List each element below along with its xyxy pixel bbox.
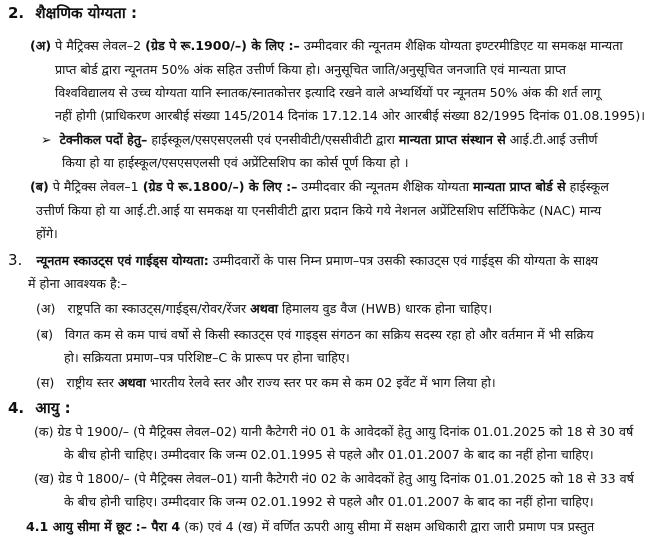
item-text: भारतीय रेलवे स्तर और राज्य स्तर पर कम से कम 02 इवेंट में भाग लिया हो। [145,375,496,390]
item-bold-text: 4.1 आयु सीमा में छूट :– पैरा 4 [26,519,181,534]
section-4-1 [26,518,594,535]
item-marker: (अ) [30,38,52,53]
item-bold-text: (ग्रेड पे रू.1900/–) के लिए :– [145,38,300,53]
item-text: उम्मीदवार की न्यूनतम शैक्षिक योग्यता इण्टरमीडिएट या समकक्ष मान्यता [299,38,623,53]
section-4kh-line-1: (ख) ग्रेड पे 1800/– (पे मैट्रिक्स लेवल–01) यानी कैटेगरी नं0 02 के आवेदकों हेतु आयु दिनांक 01.01.2025 को 18 से 33 वर्ष [34,471,634,486]
item-text: राष्ट्रीय स्तर [66,375,118,390]
section-3a [36,300,492,317]
section-2a-line-1 [30,37,623,54]
item-bold-text: अथवा [250,301,279,316]
item-text: हाईस्कूल/एसएसएलसी एवं एनसीवीटी/एससीवीटी द्वारा [147,132,399,147]
item-marker: (ब) [30,179,49,194]
item-text: पे मैट्रिक्स लेवल–1 [48,179,143,194]
item-bold-text: टेक्नीकल पदों हेतु– [59,132,148,147]
technical-posts-line-1 [41,131,598,148]
section-3-line-1 [8,252,598,269]
section-4k-line-2: के बीच होनी चाहिए। उम्मीदवार कि जन्म 02.01.1995 से पहले और 01.01.2007 के बाद का नहीं होना चाहिए। [64,447,594,462]
section-4kh-line-2: के बीच होनी चाहिए। उम्मीदवार कि जन्म 02.01.1992 से पहले और 01.01.2007 के बाद का नहीं होना चाहिए। [64,494,594,509]
section-number: 3. [8,251,23,269]
item-bold-text: (ग्रेड पे रू.1800/–) के लिए :– [142,179,298,194]
item-bold-text: मान्यता प्राप्त बोर्ड से [473,179,566,194]
item-bold-text: अथवा [117,375,146,390]
item-text: हाईस्कूल [565,179,609,194]
item-text: (क) एवं 4 (ख) में वर्णित ऊपरी आयु सीमा में सक्षम अधिकारी द्वारा जारी प्रमाण पत्र प्रस्तुत [180,519,595,534]
section-4k-line-1: (क) ग्रेड पे 1900/– (पे मैट्रिक्स लेवल–02) यानी कैटेगरी नं0 01 के आवेदकों हेतु आयु दिनांक 01.01.2025 को 18 से 30 वर्ष [34,424,634,439]
arrow-bullet-icon: ➢ [41,132,52,147]
section-title: आयु : [35,399,71,417]
section-number: 2. [8,4,25,22]
section-2b-line-3: होंगे। [36,226,58,241]
item-text: विगत कम से कम पाचं वर्षो से किसी स्काउट्स एवं गाइड्स संगठन का सक्रिय सदस्य रहा हो और वर्तमान में भी सक्रिय [65,327,594,342]
item-text: हिमालय वुड वैज (HWB) धारक होना चाहिए। [278,301,493,316]
technical-posts-line-2: किया हो या हाईस्कूल/एसएसएलसी एवं अप्रेंटिसशिप का कोर्स पूर्ण किया हो । [62,155,409,170]
item-bold-text: मान्यता प्राप्त संस्थान से [398,132,506,147]
section-2b-line-1 [30,178,609,195]
item-marker: (स) [36,375,55,390]
section-3b-line-1 [36,326,594,343]
item-text: आई.टी.आई उत्तीर्ण [505,132,598,147]
section-number: 4. [8,399,25,417]
section-3-line-2: में होना आवश्यक है:– [28,276,128,291]
section-2a-line-4: नहीं होगी (प्राधिकरण आरबीई संख्या 145/2014 दिनांक 17.12.14 ओर आरबीई संख्या 82/1995 दिनांक 01.08.1995)। [55,108,646,123]
section-3b-line-2: हो। सक्रियता प्रमाण–पत्र परिशिष्ट–C के प्रारूप पर होना चाहिए। [64,350,350,365]
item-text: पे मैट्रिक्स लेवल–2 [51,38,146,53]
section-title: न्यूनतम स्काउट्स एवं गाईड्स योग्यता: [36,253,209,268]
item-text: उम्मीदवारों के पास निम्न प्रमाण–पत्र उसकी स्काउट्स एवं गाईड्स की योग्यता के साक्ष्य [208,253,599,268]
item-text: उम्मीदवार की न्यूनतम शैक्षिक योग्यता [297,179,474,194]
item-text: राष्ट्रपति का स्काउट्स/गाईड्स/रोवर/रेंजर [67,301,251,316]
section-2a-line-3: विश्वविद्यालय से उच्च योग्यता यानि स्नातक/स्नातकोत्तर इत्यादि रखने वाले अभ्यर्थियों पर न्यूनतम 50% अंक की शर्त लागू [55,85,601,100]
item-marker: (अ) [36,301,56,316]
item-marker: (ब) [36,327,54,342]
section-3c [36,374,496,391]
section-title: शैक्षणिक योग्यता : [35,4,137,22]
section-2a-line-2: प्राप्त बोर्ड द्वारा न्यूनतम 50% अंक सहित उत्तीर्ण किया हो। अनुसूचित जाति/अनुसूचित जनजाति एवं मान्यता प्राप्त [55,62,566,77]
section-4-heading [8,399,71,417]
section-2b-line-2: उत्तीर्ण किया हो या आई.टी.आई या समकक्ष या एनसीवीटी द्वारा प्रदान किये गये नेशनल अप्रेंटिसशिप सर्टिफिकेट (NAC) मान्य [36,203,602,218]
section-2-heading [8,4,137,22]
